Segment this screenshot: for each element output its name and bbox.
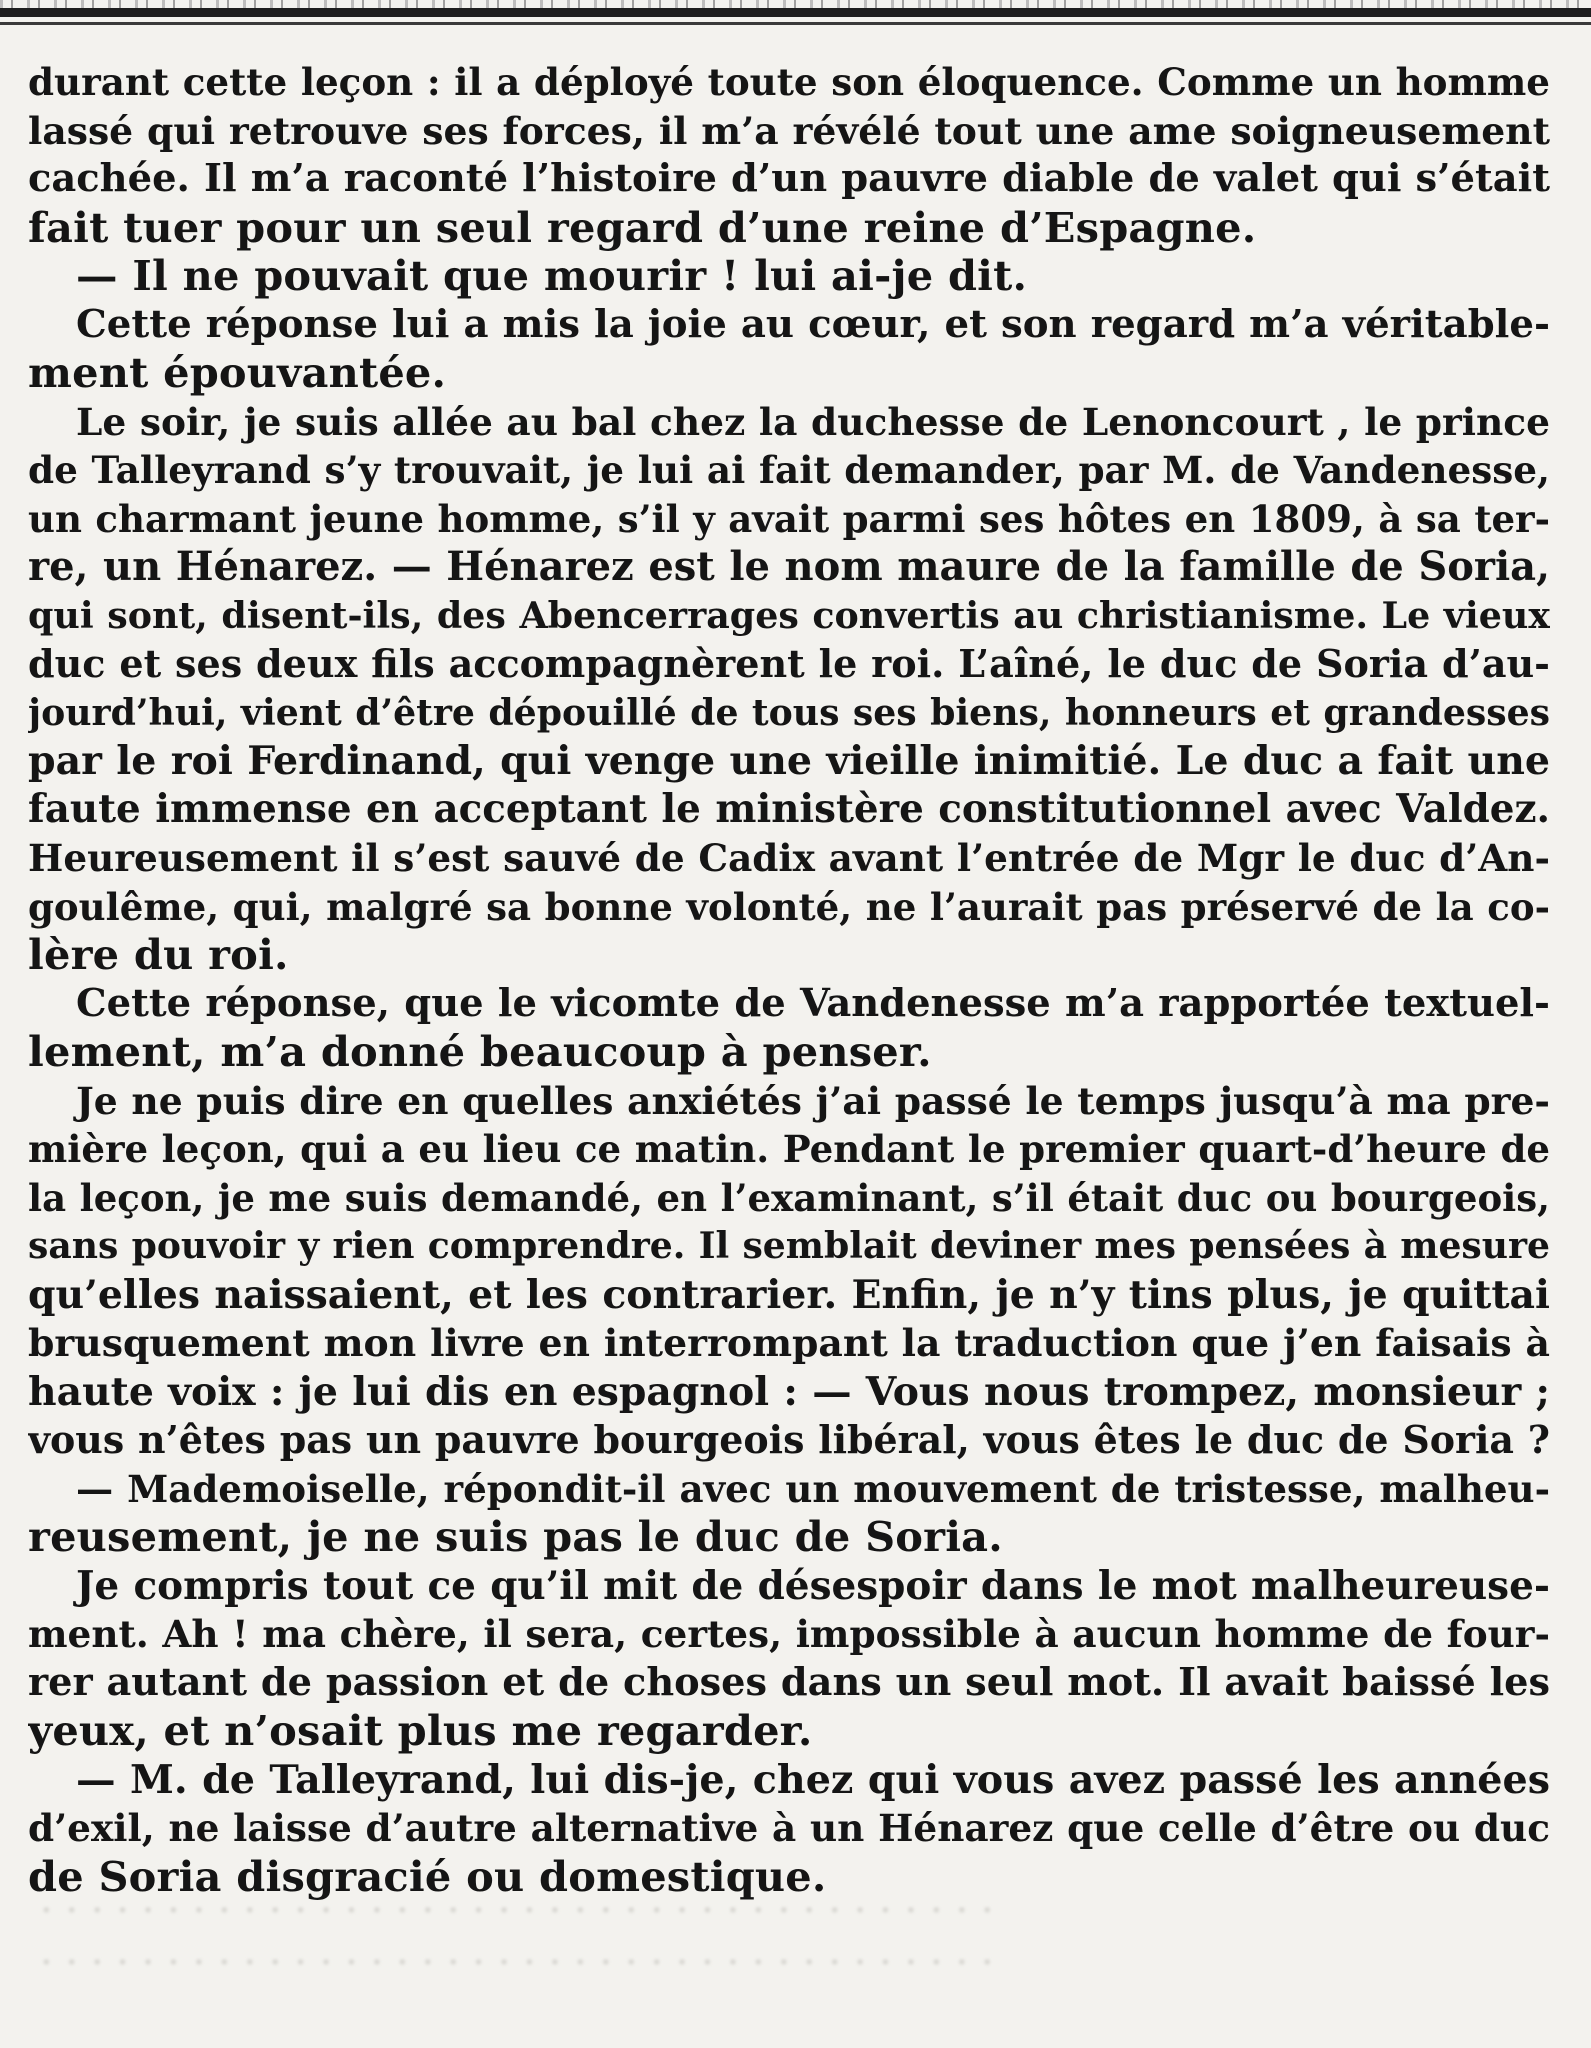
article-column bbox=[28, 58, 1550, 1901]
text-line: la leçon, je me suis demandé, en l’examinant, s’il était duc ou bourgeois, bbox=[28, 1175, 1550, 1220]
top-edge-noise bbox=[0, 0, 1591, 8]
text-line: lassé qui retrouve ses forces, il m’a révélé tout une ame soigneusement bbox=[28, 108, 1550, 153]
text-line: de Talleyrand s’y trouvait, je lui ai fait demander, par M. de Vandenesse, bbox=[28, 448, 1550, 492]
text-line: un charmant jeune homme, s’il y avait parmi ses hôtes en 1809, à sa ter- bbox=[28, 496, 1550, 541]
text-line: d’exil, ne laisse d’autre alternative à un Hénarez que celle d’être ou duc bbox=[28, 1806, 1550, 1850]
text-line: ment épouvantée. bbox=[28, 349, 447, 397]
text-line: — Mademoiselle, répondit-il avec un mouvement de tristesse, malheu- bbox=[76, 1466, 1550, 1511]
text-line: qu’elles naissaient, et les contrarier. Enfin, je n’y tins plus, je quittai bbox=[28, 1271, 1550, 1318]
text-line: Cette réponse lui a mis la joie au cœur, et son regard m’a véritable- bbox=[76, 301, 1550, 347]
text-line: qui sont, disent-ils, des Abencerrages convertis au christianisme. Le vieux bbox=[28, 593, 1550, 637]
text-line: faute immense en acceptant le ministère constitutionnel avec Valdez. bbox=[28, 786, 1550, 832]
text-line: Le soir, je suis allée au bal chez la duchesse de Lenoncourt , le prince bbox=[76, 399, 1550, 444]
text-line: reusement, je ne suis pas le duc de Soria. bbox=[28, 1513, 1003, 1561]
text-line: sans pouvoir y rien comprendre. Il semblait deviner mes pensées à mesure bbox=[28, 1224, 1550, 1267]
text-line: cachée. Il m’a raconté l’histoire d’un pauvre diable de valet qui s’était bbox=[28, 156, 1550, 201]
text-line: re, un Hénarez. — Hénarez est le nom maure de la famille de Soria, bbox=[28, 543, 1550, 590]
text-line: lère du roi. bbox=[28, 931, 289, 979]
text-line: lement, m’a donné beaucoup à penser. bbox=[28, 1028, 932, 1076]
top-column-rule-thin bbox=[0, 22, 1591, 25]
text-line: de Soria disgracié ou domestique. bbox=[28, 1852, 827, 1901]
top-column-rule bbox=[0, 8, 1591, 17]
text-line: — Il ne pouvait que mourir ! lui ai-je dit. bbox=[76, 252, 1028, 300]
text-line: — M. de Talleyrand, lui dis-je, chez qui vous avez passé les années bbox=[76, 1756, 1550, 1803]
text-line: Heureusement il s’est sauvé de Cadix avant l’entrée de Mgr le duc d’An- bbox=[28, 836, 1550, 880]
text-line: goulême, qui, malgré sa bonne volonté, ne l’aurait pas préservé de la co- bbox=[28, 884, 1550, 929]
show-through-texture: · · · · · · · · · · · · · · · · · · · · · · · · · · · · · · · · · · · · · · · · · · · · · · · · · · · · · · · · · · · · · · · · · · · · · · · · · · · · bbox=[40, 1888, 994, 1986]
text-line: yeux, et n’osait plus me regarder. bbox=[28, 1707, 813, 1755]
text-line: Je compris tout ce qu’il mit de désespoir dans le mot malheureuse- bbox=[76, 1562, 1550, 1609]
text-line: haute voix : je lui dis en espagnol : — Vous nous trompez, monsieur ; bbox=[28, 1368, 1550, 1415]
text-line: brusquement mon livre en interrompant la traduction que j’en faisais à bbox=[28, 1321, 1550, 1365]
text-line: mière leçon, qui a eu lieu ce matin. Pendant le premier quart-d’heure de bbox=[28, 1127, 1550, 1171]
text-line: Je ne puis dire en quelles anxiétés j’ai passé le temps jusqu’à ma pre- bbox=[76, 1078, 1550, 1123]
text-line: jourd’hui, vient d’être dépouillé de tous ses biens, honneurs et grandesses bbox=[28, 690, 1550, 734]
text-line: Cette réponse, que le vicomte de Vandenesse m’a rapportée textuel- bbox=[76, 980, 1550, 1026]
text-line: duc et ses deux fils accompagnèrent le roi. L’aîné, le duc de Soria d’au- bbox=[28, 641, 1550, 686]
text-line: rer autant de passion et de choses dans un seul mot. Il avait baissé les bbox=[28, 1659, 1550, 1705]
text-line: durant cette leçon : il a déployé toute son éloquence. Comme un homme bbox=[28, 60, 1550, 104]
text-line: par le roi Ferdinand, qui venge une vieille inimitié. Le duc a fait une bbox=[28, 738, 1550, 784]
text-line: vous n’êtes pas un pauvre bourgeois libéral, vous êtes le duc de Soria ? bbox=[28, 1417, 1550, 1462]
text-line: fait tuer pour un seul regard d’une reine d’Espagne. bbox=[28, 203, 1257, 252]
text-line: ment. Ah ! ma chère, il sera, certes, impossible à aucun homme de four- bbox=[28, 1612, 1550, 1656]
